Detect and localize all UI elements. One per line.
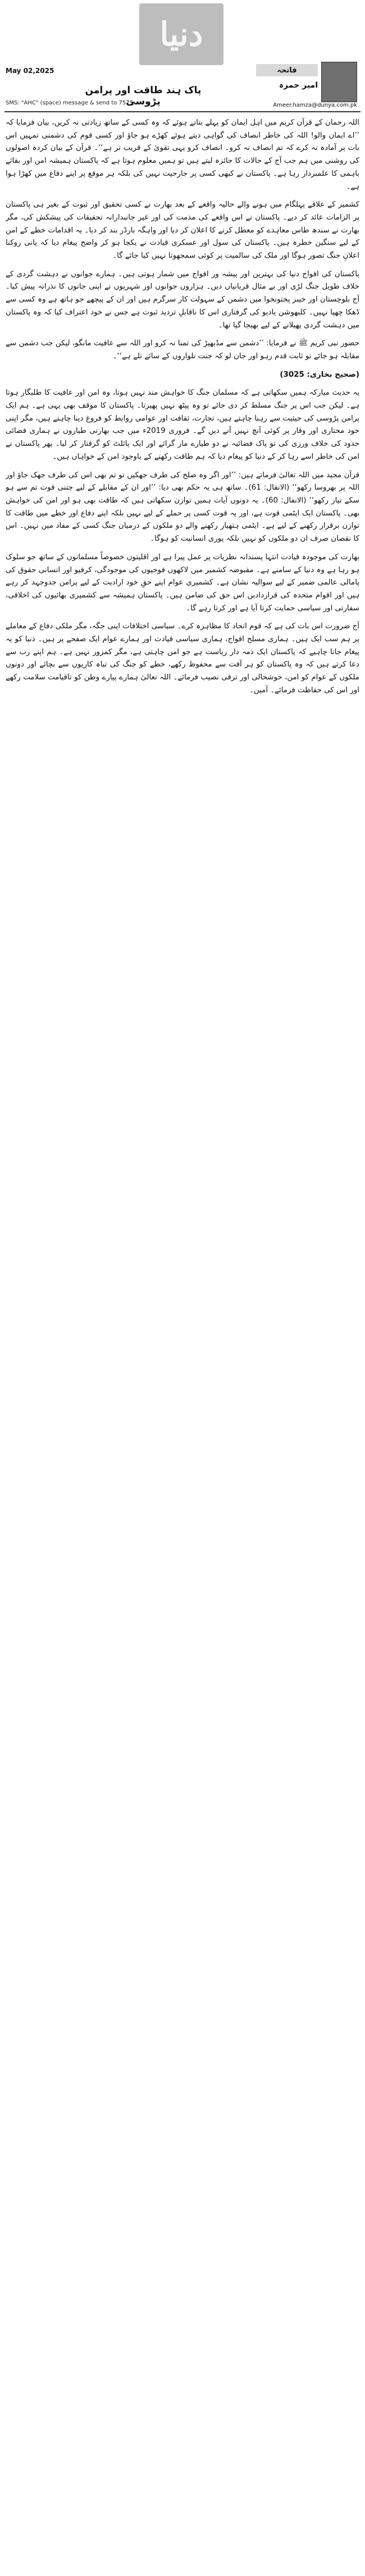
publication-date: May 02,2025 — [6, 67, 54, 75]
article-paragraph: یہ حدیث مبارکہ ہمیں سکھاتی ہے کہ مسلمان جنگ کا خواہش مند نہیں ہوتا، وہ امن اور عافیت کا طلبگار ہوتا ہے۔ لیکن جب اس پر جنگ مسلط کر دی جائے تو وہ پیٹھ نہیں پھیرتا۔ پاکستان کا موقف بھی یہی ہے۔ ہم ایک پرامن پڑوسی کی حیثیت سے رہنا چاہتے ہیں، تجارت، ثقافت اور عوامی روابط کو فروغ دینا چاہتے ہیں، مگر اپنی خود مختاری اور وقار پر کوئی آنچ نہیں آنے دیں گے۔ فروری 2019ء میں جب بھارتی طیاروں نے ہماری فضائی حدود کی خلاف ورزی کی تو پاک فضائیہ نے دو طیارے مار گرائے اور ایک پائلٹ کو گرفتار کر لیا۔ پھر پاکستان نے امن کی خاطر اسے رہا کر کے دنیا کو پیغام دیا کہ ہم طاقت رکھنے کے باوجود امن کے خواہاں ہیں۔ — [6, 389, 359, 461]
article-paragraph: بھارت کی موجودہ قیادت انتہا پسندانہ نظریات پر عمل پیرا ہے اور اقلیتوں خصوصاً مسلمانوں کے ساتھ جو سلوک ہو رہا ہے وہ دنیا کے سامنے ہے۔ مقبوضہ کشمیر میں لاکھوں فوجیوں کی موجودگی، کرفیو اور انسانی حقوق کی پامالی عالمی ضمیر کے لیے سوالیہ نشان ہے۔ کشمیری عوام اپنے حقِ خود ارادیت کے لیے پرامن جدوجہد کر رہے ہیں اور اقوام متحدہ کی قراردادیں اس حق کی ضامن ہیں۔ پاکستان ہمیشہ سے کشمیری بھائیوں کی اخلاقی، سفارتی اور سیاسی حمایت کرتا آیا ہے اور کرتا رہے گا۔ — [6, 552, 359, 613]
hadith-citation: (صحیح بخاری: 3025) — [280, 370, 359, 379]
article-paragraph: کشمیر کے علاقے پہلگام میں ہونے والے حالیہ واقعے کے بعد بھارت نے کسی تحقیق اور ثبوت کے بغیر ہی پاکستان پر الزامات عائد کر دیے۔ پاکستان نے اس واقعے کی مذمت کی اور غیر جانبدارانہ تحقیقات کی پیشکش کی، مگر بھارت نے سندھ طاس معاہدے کو معطل کرنے کا اعلان کر دیا اور واہگہ بارڈر بند کر دیا۔ یہ اقدامات خطے کے امن کے لیے سنگین خطرہ ہیں۔ پاکستان کی سول اور عسکری قیادت نے یکجا ہو کر واضح پیغام دیا کہ پانی روکنا اعلانِ جنگ تصور ہوگا اور ملک کی سالمیت پر کوئی سمجھوتا نہیں کیا جائے گا۔ — [6, 200, 359, 261]
author-block — [228, 62, 357, 101]
meta-block — [6, 66, 54, 75]
column-headline: پاک ہند طاقت اور پرامن پڑوسی — [85, 85, 202, 107]
author-photo — [321, 62, 357, 102]
article-paragraph: پاکستان کی افواج دنیا کی بہترین اور پیشہ ور افواج میں شمار ہوتی ہیں۔ ہمارے جوانوں نے دہشت گردی کے خلاف طویل جنگ لڑی اور بے مثال قربانیاں دیں۔ ہزاروں جوانوں اور شہریوں نے اپنی جانوں کا نذرانہ پیش کیا۔ آج بلوچستان اور خیبر پختونخوا میں دشمن کے سہولت کار سرگرم ہیں اور ان کے پیچھے جو ہاتھ ہے وہ کسی سے ڈھکا چھپا نہیں۔ کلبھوشن یادیو کی گرفتاری اس کا ناقابلِ تردید ثبوت ہے جس نے خود اعتراف کیا کہ وہ پاکستان میں دہشت گردی پھیلانے کے لیے بھیجا گیا تھا۔ — [6, 270, 359, 330]
masthead — [0, 0, 365, 107]
article-paragraph: اللہ رحمان کے قرآن کریم میں اہل ایمان کو پہلے بتاتے ہوئے کہ وہ کسی کے ساتھ زیادتی نہ کریں، بیان فرمایا کہ ’’اے ایمان والو! اللہ کی خاطر انصاف کی گواہی دیتے ہوئے کھڑے ہو جاؤ اور کسی قوم کی دشمنی تمہیں اس بات پر آمادہ نہ کرے کہ تم انصاف نہ کرو۔ انصاف کرو یہی تقویٰ کے قریب تر ہے‘‘۔ قرآن کے بیان کردہ اصولوں کی روشنی میں ہم جب آج کے حالات کا جائزہ لیتے ہیں تو ہمیں معلوم ہوتا ہے کہ پاکستان ہمیشہ امن اور بقائے باہمی کا علمبردار رہا ہے۔ پاکستان نے کبھی کسی پر جارحیت نہیں کی بلکہ ہر موقع پر اپنے دفاع میں کھڑا ہوا ہے۔ — [6, 118, 359, 191]
header-divider — [4, 111, 361, 112]
article-paragraph: قرآن مجید میں اللہ تعالیٰ فرماتے ہیں: ’’اور اگر وہ صلح کی طرف جھکیں تو تم بھی اس کی طرف جھک جاؤ اور اللہ پر بھروسا رکھو‘‘ (الانفال: 61)۔ ساتھ ہی یہ حکم بھی دیا: ’’اور ان کے مقابلے کے لیے جتنی قوت تم سے ہو سکے تیار رکھو‘‘ (الانفال: 60)۔ یہ دونوں آیات ہمیں توازن سکھاتی ہیں کہ طاقت بھی ہو اور امن کی خواہش بھی۔ پاکستان ایک ایٹمی قوت ہے، اور یہ قوت کسی پر حملے کے لیے نہیں بلکہ اپنے دفاع اور خطے میں طاقت کا توازن برقرار رکھنے کے لیے ہے۔ ایٹمی ہتھیار رکھنے والے دو ملکوں کے درمیان جنگ کسی کے مفاد میں نہیں۔ اس کا نقصان صرف ان دو ملکوں کو نہیں بلکہ پوری انسانیت کو ہوگا۔ — [6, 471, 359, 543]
article-paragraph: حضور نبی کریم ﷺ نے فرمایا: ’’دشمن سے مڈبھیڑ کی تمنا نہ کرو اور اللہ سے عافیت مانگو، لیکن جب دشمن سے مقابلہ ہو جائے تو ثابت قدم رہو اور جان لو کہ جنت تلواروں کے سائے تلے ہے‘‘۔ — [6, 339, 359, 360]
article-paragraph: آج ضرورت اس بات کی ہے کہ قوم اتحاد کا مظاہرہ کرے۔ سیاسی اختلافات اپنی جگہ، مگر ملکی دفاع کے معاملے پر ہم سب ایک ہیں۔ ہماری مسلح افواج، ہماری سیاسی قیادت اور ہمارے عوام ایک صفحے پر ہیں۔ دنیا کو یہ پیغام جانا چاہیے کہ پاکستان ایک ذمہ دار ریاست ہے جو امن چاہتی ہے، مگر کمزور نہیں ہے۔ ہم اپنے رب سے دعا کرتے ہیں کہ وہ پاکستان کو ہر آفت سے محفوظ رکھے، خطے کو جنگ کی تباہ کاریوں سے بچائے اور دونوں ملکوں کے عوام کو امن، خوشحالی اور ترقی نصیب فرمائے۔ اللہ تعالیٰ ہمارے پیارے وطن کو تاقیامت سلامت رکھے اور اس کی حفاظت فرمائے۔ آمین۔ — [6, 622, 359, 695]
column-name-badge: فاتحہ — [256, 64, 318, 76]
newspaper-logo: دنیا — [139, 3, 223, 65]
article-body — [6, 117, 359, 2565]
sms-line: SMS: "AHC" (space) message & send to 7575 — [6, 100, 133, 106]
author-email: Ameer.hamza@dunya.com.pk — [273, 102, 357, 108]
author-name: امیر حمزہ — [279, 81, 318, 90]
